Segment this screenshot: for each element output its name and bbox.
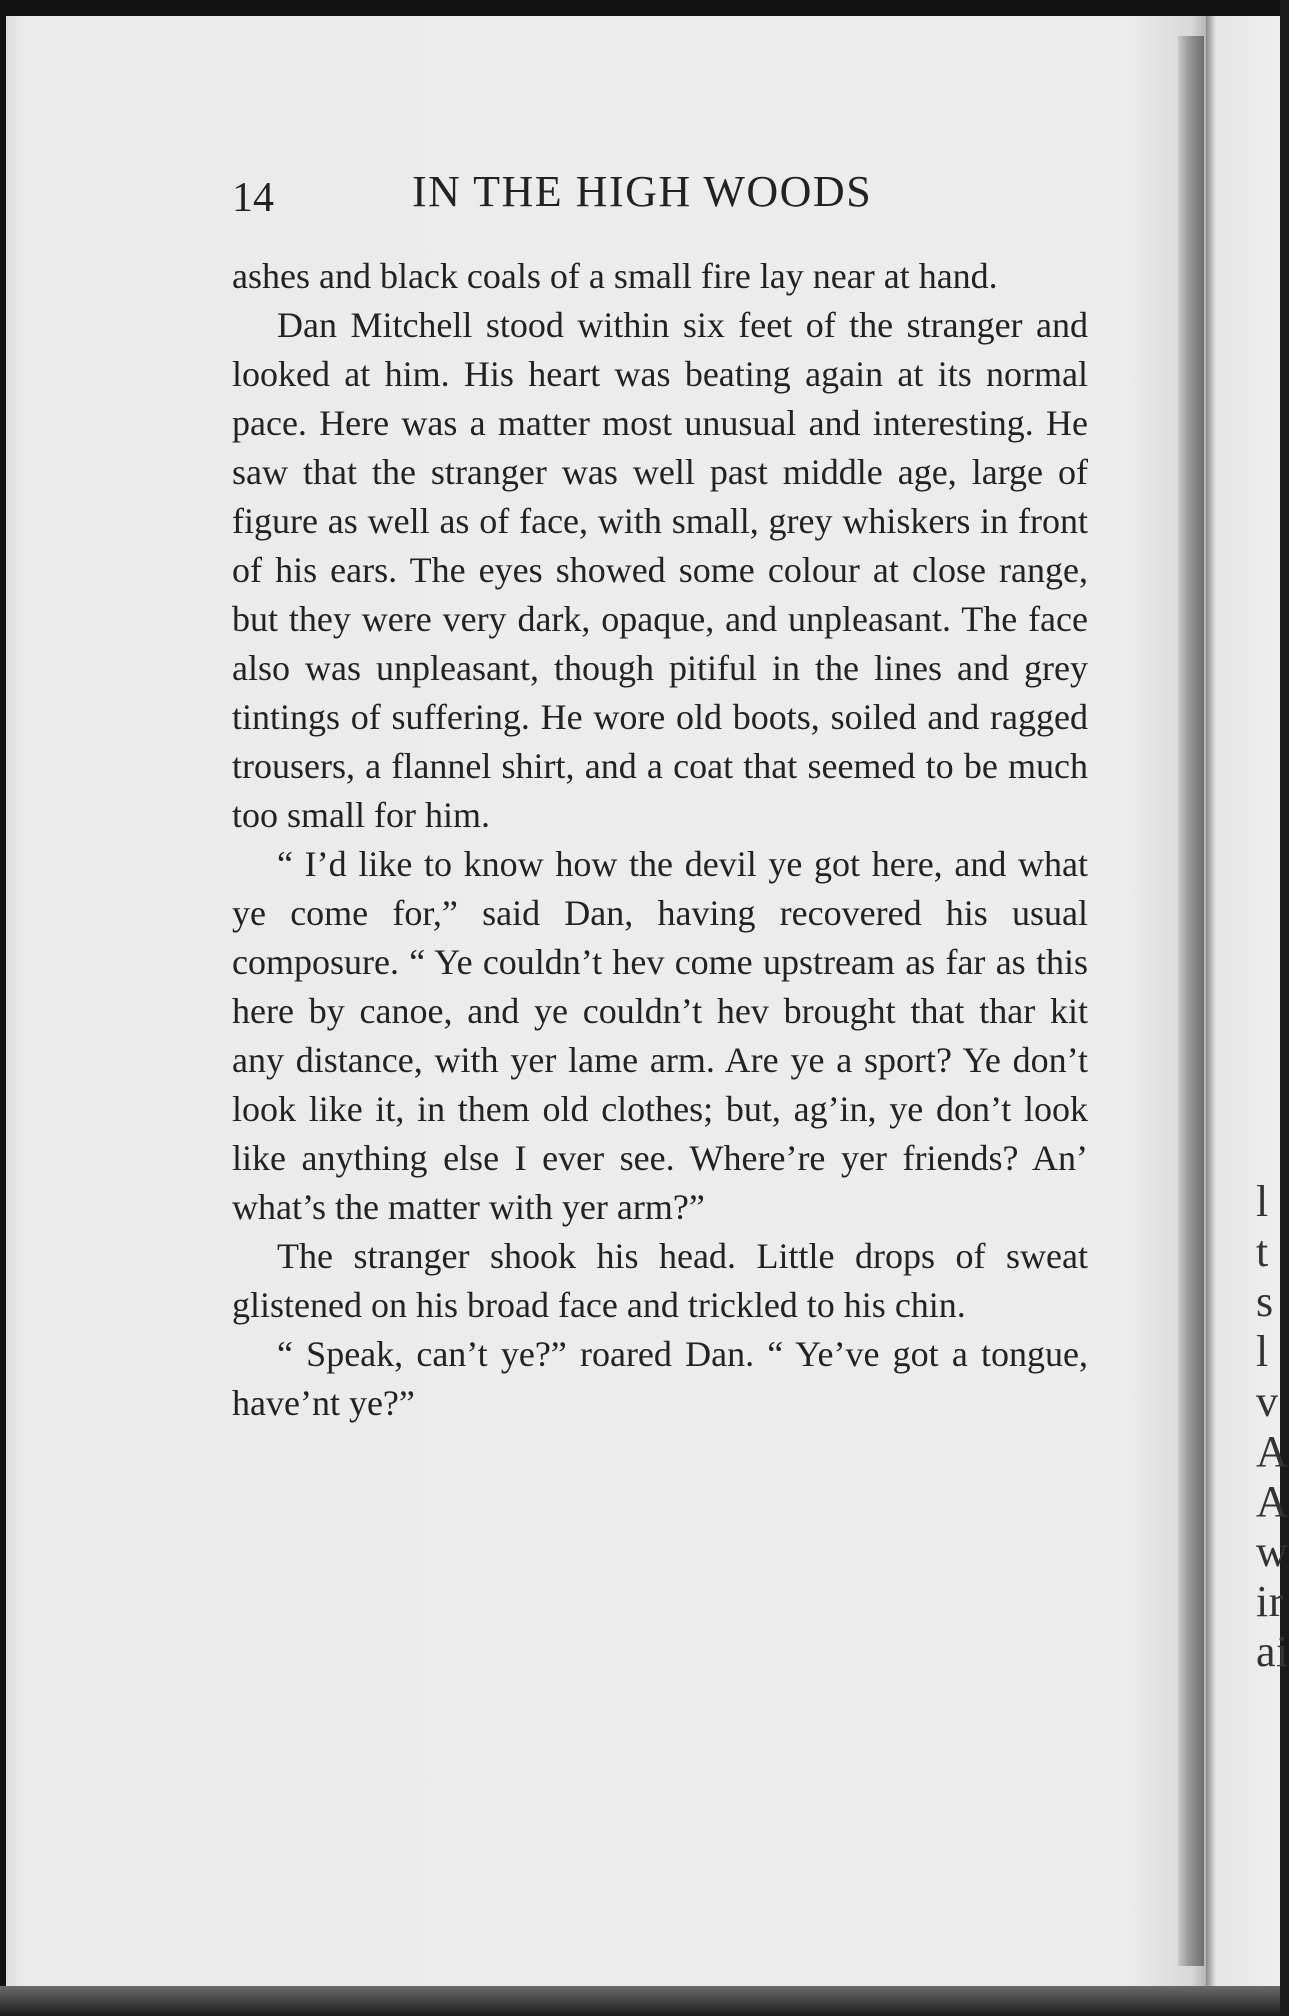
paragraph: “ Speak, can’t ye?” roared Dan. “ Ye’ve got a tongue, have’nt ye?” <box>232 1334 1088 1423</box>
facing-page-fragment: l <box>1256 1327 1269 1376</box>
facing-page-fragment: t <box>1256 1227 1269 1276</box>
running-title: IN THE HIGH WOODS <box>412 167 873 216</box>
paragraph: “ I’d like to know how the devil ye got here, and what ye come for,” said Dan, having recovered his usual composure. “ Ye couldn’t hev come upstream as far as this here by canoe, and ye couldn’t hev brought that thar kit any distance, with yer lame arm. Are ye a sport? Ye don’t look like it, in them old clothes; but, ag’in, ye don’t look like anything else I ever see. Where’re yer friends? An’ what’s the matter with yer arm?” <box>232 844 1088 1227</box>
facing-page-fragment: ai <box>1256 1627 1289 1676</box>
running-head <box>232 166 1092 222</box>
facing-page-edge <box>1206 16 1289 1991</box>
facing-page-fragment: ir <box>1256 1577 1284 1626</box>
scan-bottom-edge <box>0 1986 1280 2016</box>
paragraph: Dan Mitchell stood within six feet of the stranger and looked at him. His heart was beating again at its normal pace. Here was a matter most unusual and interesting. He saw that the stranger was well past middle age, large of figure as well as of face, with small, grey whiskers in front of his ears. The eyes showed some colour at close range, but they were very dark, opaque, and unpleasant. The face also was unpleasant, though pitiful in the lines and grey tintings of suffering. He wore old boots, soiled and ragged trousers, a flannel shirt, and a coat that seemed to be much too small for him. <box>232 305 1088 835</box>
page-number: 14 <box>232 175 274 221</box>
paragraph: ashes and black coals of a small fire lay near at hand. <box>232 256 998 296</box>
facing-page-fragment: s <box>1256 1277 1274 1326</box>
body-text <box>232 252 1088 1428</box>
page-gutter <box>1178 36 1204 1966</box>
facing-page-fragment: A <box>1256 1427 1289 1476</box>
facing-page-fragment: l <box>1256 1177 1269 1226</box>
paragraph: The stranger shook his head. Little drops of sweat glistened on his broad face and trickled to his chin. <box>232 1236 1088 1325</box>
facing-page-fragment: w <box>1256 1527 1289 1576</box>
facing-page-fragment: A <box>1256 1477 1289 1526</box>
facing-page-fragment: v <box>1256 1377 1279 1426</box>
